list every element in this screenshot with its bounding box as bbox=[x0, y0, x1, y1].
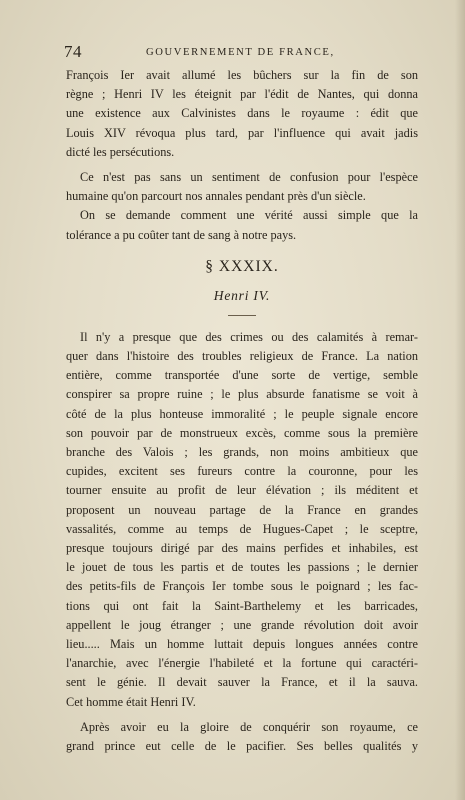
text-line: règne ; Henri IV les éteignit par l'édit de Nantes, qui donna bbox=[66, 87, 418, 102]
page-gutter-shadow bbox=[455, 0, 465, 800]
text-line: proposent un nouveau partage de la France en grandes bbox=[66, 502, 418, 517]
running-head: GOUVERNEMENT DE FRANCE, bbox=[146, 47, 335, 58]
text-line: le jouet de tous les partis et de toutes les passions ; le dernier bbox=[66, 560, 418, 575]
section-divider bbox=[228, 315, 256, 316]
main-paragraph-2 bbox=[66, 718, 418, 756]
text-line: branche des Valois ; les grands, non moins ambitieux que bbox=[66, 445, 418, 460]
text-line: sent le génie. Il devait sauver la France, et il la sauva. bbox=[66, 675, 418, 690]
intro-paragraph-2 bbox=[66, 168, 418, 206]
intro-paragraph-1 bbox=[66, 66, 418, 162]
text-line: des petits-fils de François Ier tombe sous le poignard ; les fac- bbox=[66, 579, 418, 594]
text-line: François Ier avait allumé les bûchers sur la fin de son bbox=[66, 68, 418, 82]
text-line: Il n'y a presque que des crimes ou des calamités à remar- bbox=[80, 329, 418, 344]
text-line: On se demande comment une vérité aussi simple que la bbox=[80, 208, 418, 223]
text-line: Après avoir eu la gloire de conquérir son royaume, ce bbox=[80, 719, 418, 734]
text-line: vassalités, comme au temps de Hugues-Capet ; le sceptre, bbox=[66, 521, 418, 536]
text-line: presque toujours dirigé par des mains perfides et inhabiles, est bbox=[66, 541, 418, 556]
text-line: tions qui ont fait la Saint-Barthelemy et les barricades, bbox=[66, 598, 418, 613]
text-line: l'anarchie, avec l'énergie l'habileté et la fortune qui caractéri- bbox=[66, 656, 418, 671]
text-line: son pouvoir par de monstrueux excès, comme sous la première bbox=[66, 425, 418, 440]
text-line: grand prince eut celle de le pacifier. Ses belles qualités y bbox=[66, 739, 418, 754]
main-paragraph-1 bbox=[66, 328, 418, 712]
page-header bbox=[64, 42, 424, 62]
text-line: tolérance a pu coûter tant de sang à notre pays. bbox=[66, 227, 297, 242]
text-line: quer dans l'histoire des troubles religieux de France. La nation bbox=[66, 349, 418, 364]
text-line: Ce n'est pas sans un sentiment de confusion pour l'espèce bbox=[80, 170, 418, 185]
text-line: conspirer sa propre ruine ; le plus absurde fanatisme se voit à bbox=[66, 387, 418, 402]
page-number: 74 bbox=[64, 42, 82, 61]
text-line: côté de la plus honteuse immoralité ; le peuple signale encore bbox=[66, 406, 418, 421]
section-subheading: Henri IV. bbox=[213, 287, 271, 303]
page-body bbox=[66, 66, 418, 756]
text-line: Louis XIV révoqua plus tard, par l'influence qui avait jadis bbox=[66, 125, 418, 140]
intro-paragraph-3 bbox=[66, 206, 418, 244]
text-line: dicté les persécutions. bbox=[66, 144, 175, 159]
text-line: entière, comme transportée d'une sorte de vertige, semble bbox=[66, 368, 418, 383]
text-line: Cet homme était Henri IV. bbox=[66, 694, 196, 709]
section-heading: § XXXIX. bbox=[205, 257, 279, 275]
text-line: humaine qu'on parcourt nos annales pendant près d'un siècle. bbox=[66, 189, 366, 204]
text-line: cupides, excitent ses fureurs contre la couronne, pour les bbox=[66, 464, 418, 479]
text-line: lieu..... Mais un homme luttait depuis longues années contre bbox=[66, 637, 418, 652]
text-line: tourner ensuite au profit de leur élévation ; ils méditent et bbox=[66, 483, 418, 498]
text-line: une existence aux Calvinistes dans le royaume : édit que bbox=[66, 106, 418, 121]
text-line: appellent le joug étranger ; une grande révolution doit avoir bbox=[66, 617, 418, 632]
